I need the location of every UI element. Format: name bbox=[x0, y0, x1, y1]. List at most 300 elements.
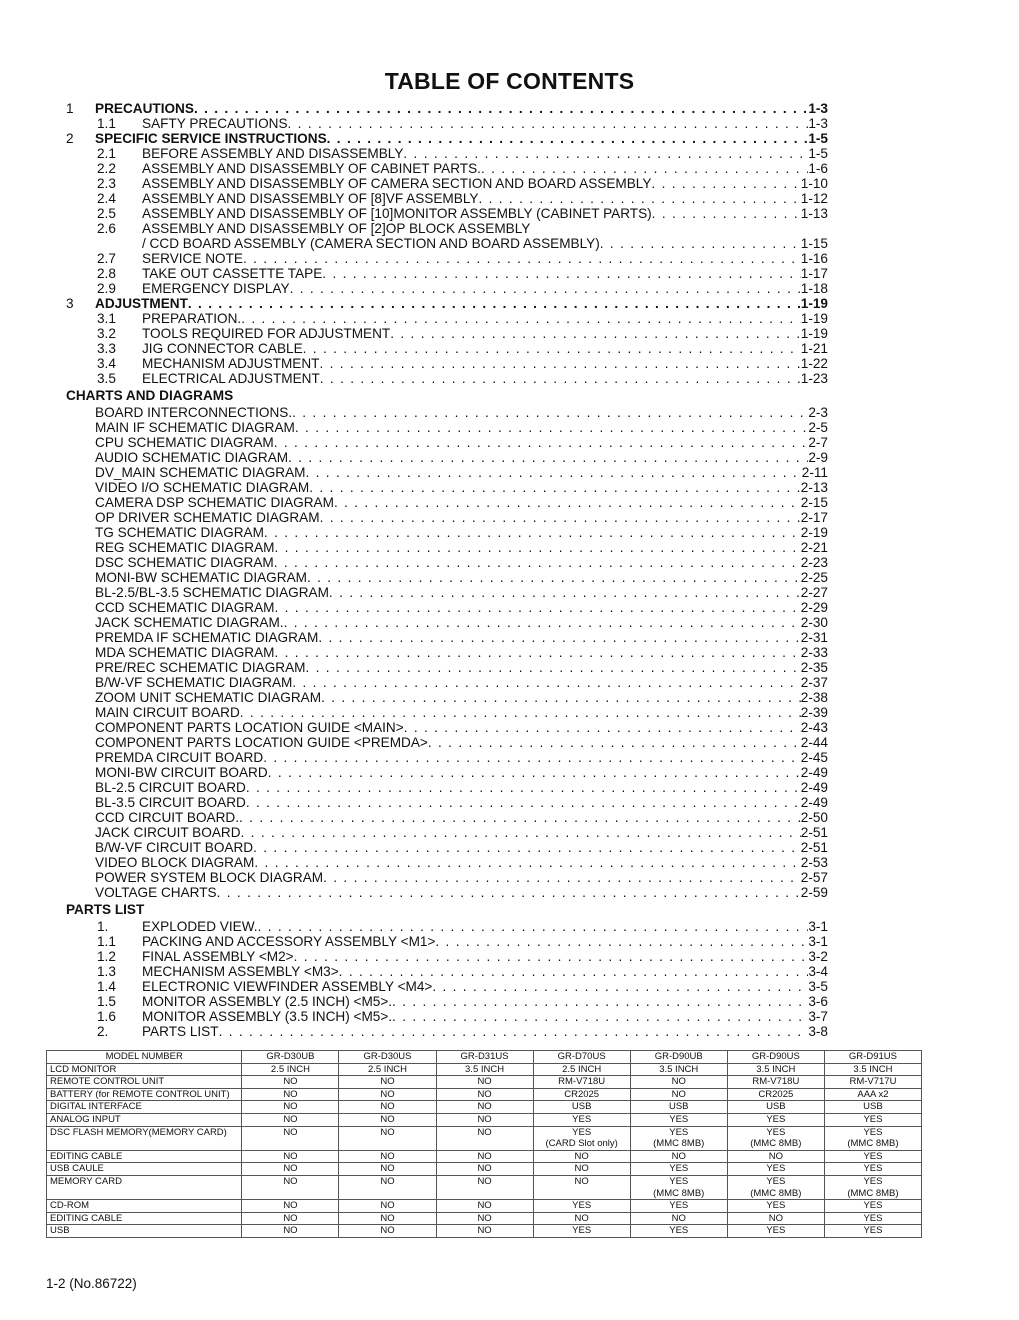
toc-entry-title: EMERGENCY DISPLAY bbox=[142, 281, 290, 296]
table-cell: NO bbox=[630, 1076, 727, 1089]
toc-entry-page: 2-29 bbox=[800, 600, 828, 615]
dot-leader bbox=[294, 949, 809, 964]
toc-entry-page: 2-13 bbox=[800, 480, 828, 495]
toc-entry-title: ELECTRICAL ADJUSTMENT bbox=[142, 371, 320, 386]
toc-entry-title: COMPONENT PARTS LOCATION GUIDE <PREMDA> bbox=[95, 735, 428, 750]
dot-leader bbox=[263, 750, 801, 765]
toc-entry-title: MECHANISM ASSEMBLY <M3> bbox=[142, 964, 339, 979]
toc-entry-title: SPECIFIC SERVICE INSTRUCTIONS bbox=[95, 131, 327, 146]
dot-leader bbox=[478, 191, 800, 206]
toc-entry bbox=[66, 236, 828, 251]
parts-heading: PARTS LIST bbox=[66, 902, 145, 917]
toc-entry-title: JACK CIRCUIT BOARD bbox=[95, 825, 241, 840]
toc-entry-number: 2.2 bbox=[97, 161, 116, 176]
dot-leader bbox=[274, 555, 801, 570]
table-row-label: LCD MONITOR bbox=[47, 1063, 242, 1076]
table-row-label: BATTERY (for REMOTE CONTROL UNIT) bbox=[47, 1088, 242, 1101]
table-cell: NO bbox=[242, 1101, 339, 1114]
toc-entry bbox=[66, 251, 828, 266]
table-cell: NO bbox=[727, 1150, 824, 1163]
dot-leader bbox=[274, 435, 809, 450]
toc-entry-page: 1-23 bbox=[800, 371, 828, 386]
toc-entry-page: 3-5 bbox=[808, 979, 828, 994]
toc-entry-page: 1-12 bbox=[800, 191, 828, 206]
toc-entry-number: 1.3 bbox=[97, 964, 116, 979]
table-cell: 2.5 INCH bbox=[533, 1063, 630, 1076]
toc-entry-page: 2-49 bbox=[800, 795, 828, 810]
table-cell: YES bbox=[824, 1163, 921, 1176]
dot-leader bbox=[194, 101, 808, 116]
toc-entry bbox=[66, 131, 828, 146]
toc-entry-page: 2-3 bbox=[808, 405, 828, 420]
table-cell: GR-D90UB bbox=[630, 1051, 727, 1064]
dot-leader bbox=[275, 600, 801, 615]
toc-entry-title: ASSEMBLY AND DISASSEMBLY OF [2]OP BLOCK ASSEMBLY bbox=[142, 221, 531, 236]
toc-entry-page: 2-53 bbox=[800, 855, 828, 870]
table-header-row bbox=[47, 1051, 922, 1064]
toc-entry bbox=[66, 994, 828, 1009]
dot-leader bbox=[253, 840, 801, 855]
toc-entry bbox=[66, 750, 828, 765]
dot-leader bbox=[428, 735, 801, 750]
table-cell: NO bbox=[339, 1150, 436, 1163]
toc-entry-page: 2-38 bbox=[800, 690, 828, 705]
toc-entry-title: PRECAUTIONS bbox=[95, 101, 194, 116]
toc-entry bbox=[66, 356, 828, 371]
toc-entry-number: 3.4 bbox=[97, 356, 116, 371]
table-cell: NO bbox=[533, 1212, 630, 1225]
table-cell: NO bbox=[339, 1113, 436, 1126]
table-cell: GR-D30UB bbox=[242, 1051, 339, 1064]
toc-entry-title: PREPARATION. bbox=[142, 311, 242, 326]
table-cell: YES (MMC 8MB) bbox=[727, 1175, 824, 1199]
toc-entry-page: 2-33 bbox=[800, 645, 828, 660]
table-cell: 3.5 INCH bbox=[727, 1063, 824, 1076]
table-row bbox=[47, 1063, 922, 1076]
toc-entry-title: TOOLS REQUIRED FOR ADJUSTMENT bbox=[142, 326, 391, 341]
table-cell: NO bbox=[436, 1150, 533, 1163]
table-cell: YES (MMC 8MB) bbox=[630, 1126, 727, 1150]
toc-entry-title: REG SCHEMATIC DIAGRAM bbox=[95, 540, 275, 555]
dot-leader bbox=[432, 979, 808, 994]
toc-entry-title: PRE/REC SCHEMATIC DIAGRAM bbox=[95, 660, 306, 675]
table-row-label: USB CAULE bbox=[47, 1163, 242, 1176]
toc-entry-page: 2-44 bbox=[800, 735, 828, 750]
toc-entry-page: 1-15 bbox=[800, 236, 828, 251]
dot-leader bbox=[322, 266, 800, 281]
table-cell: YES bbox=[727, 1225, 824, 1238]
table-row bbox=[47, 1076, 922, 1089]
toc-entry-page: 2-59 bbox=[800, 885, 828, 900]
table-cell: NO bbox=[630, 1212, 727, 1225]
toc-entry-number: 1.1 bbox=[97, 934, 116, 949]
toc-entry-number: 1.4 bbox=[97, 979, 116, 994]
table-cell: GR-D30US bbox=[339, 1051, 436, 1064]
toc-entry-page: 2-30 bbox=[800, 615, 828, 630]
table-row-label: MODEL NUMBER bbox=[47, 1051, 242, 1064]
toc-entry-page: 2-37 bbox=[800, 675, 828, 690]
toc-entry bbox=[66, 525, 828, 540]
toc-entry-page: 1-18 bbox=[800, 281, 828, 296]
toc-entry-page: 2-49 bbox=[800, 765, 828, 780]
toc-entry-number: 3.1 bbox=[97, 311, 116, 326]
toc-entry-page: 3-8 bbox=[808, 1024, 828, 1039]
toc-entry-title: AUDIO SCHEMATIC DIAGRAM bbox=[95, 450, 289, 465]
table-cell: USB bbox=[630, 1101, 727, 1114]
table-cell: YES (CARD Slot only) bbox=[533, 1126, 630, 1150]
dot-leader bbox=[323, 870, 801, 885]
table-cell: YES bbox=[630, 1225, 727, 1238]
toc-entry-title: MECHANISM ADJUSTMENT bbox=[142, 356, 320, 371]
toc-entry-title: BL-3.5 CIRCUIT BOARD bbox=[95, 795, 246, 810]
dot-leader bbox=[334, 495, 801, 510]
toc-entry bbox=[66, 1009, 828, 1024]
table-cell: GR-D91US bbox=[824, 1051, 921, 1064]
table-cell: NO bbox=[242, 1076, 339, 1089]
toc-entry-title: ASSEMBLY AND DISASSEMBLY OF CABINET PARTS. bbox=[142, 161, 481, 176]
dot-leader bbox=[275, 645, 801, 660]
table-cell: NO bbox=[242, 1175, 339, 1199]
table-row-label: USB bbox=[47, 1225, 242, 1238]
dot-leader bbox=[319, 356, 800, 371]
toc-entry bbox=[66, 1024, 828, 1039]
table-cell: NO bbox=[436, 1163, 533, 1176]
toc-entry-number: 2.5 bbox=[97, 206, 116, 221]
table-row-label: MEMORY CARD bbox=[47, 1175, 242, 1199]
toc-entry bbox=[66, 326, 828, 341]
table-row bbox=[47, 1101, 922, 1114]
table-cell: NO bbox=[339, 1126, 436, 1150]
table-row bbox=[47, 1163, 922, 1176]
dot-leader bbox=[188, 296, 801, 311]
toc-entry-title: MONITOR ASSEMBLY (3.5 INCH) <M5>. bbox=[142, 1009, 393, 1024]
dot-leader bbox=[246, 780, 801, 795]
dot-leader bbox=[284, 615, 801, 630]
toc-entry-title: VIDEO BLOCK DIAGRAM bbox=[95, 855, 255, 870]
table-cell: 3.5 INCH bbox=[436, 1063, 533, 1076]
table-cell: NO bbox=[436, 1101, 533, 1114]
charts-heading: CHARTS AND DIAGRAMS bbox=[66, 388, 234, 403]
table-cell: 3.5 INCH bbox=[824, 1063, 921, 1076]
table-row bbox=[47, 1088, 922, 1101]
table-cell: NO bbox=[436, 1212, 533, 1225]
table-row bbox=[47, 1126, 922, 1150]
toc-entry bbox=[66, 510, 828, 525]
table-cell: CR2025 bbox=[727, 1088, 824, 1101]
table-cell: NO bbox=[436, 1076, 533, 1089]
toc-entry-number: 1. bbox=[97, 919, 109, 934]
toc-entry-title: ZOOM UNIT SCHEMATIC DIAGRAM bbox=[95, 690, 322, 705]
toc-entry-title: ASSEMBLY AND DISASSEMBLY OF [10]MONITOR ASSEMBLY (CABINET PARTS) bbox=[142, 206, 652, 221]
toc-entry-title: PACKING AND ACCESSORY ASSEMBLY <M1> bbox=[142, 934, 436, 949]
toc-entry-title: ASSEMBLY AND DISASSEMBLY OF [8]VF ASSEMBLY bbox=[142, 191, 479, 206]
dot-leader bbox=[320, 510, 801, 525]
toc-entry-number: 2.9 bbox=[97, 281, 116, 296]
toc-entry bbox=[66, 161, 828, 176]
table-cell: NO bbox=[630, 1088, 727, 1101]
toc-entry-page: 1-19 bbox=[800, 326, 828, 341]
table-cell: NO bbox=[242, 1163, 339, 1176]
toc-entry-title: VIDEO I/O SCHEMATIC DIAGRAM bbox=[95, 480, 310, 495]
table-cell: YES bbox=[630, 1113, 727, 1126]
table-cell: YES bbox=[824, 1150, 921, 1163]
toc-entry-page: 2-9 bbox=[808, 450, 828, 465]
table-cell: YES bbox=[727, 1200, 824, 1213]
toc-entry-title: BL-2.5 CIRCUIT BOARD bbox=[95, 780, 246, 795]
dot-leader bbox=[239, 810, 801, 825]
toc-entry-page: 2-5 bbox=[808, 420, 828, 435]
toc-entry-page: 1-10 bbox=[800, 176, 828, 191]
toc-entry-page: 2-19 bbox=[800, 525, 828, 540]
table-cell: YES (MMC 8MB) bbox=[630, 1175, 727, 1199]
toc-entry bbox=[66, 221, 828, 236]
dot-leader bbox=[305, 465, 801, 480]
toc-entry-title: FINAL ASSEMBLY <M2> bbox=[142, 949, 294, 964]
toc-entry bbox=[66, 555, 828, 570]
dot-leader bbox=[318, 630, 800, 645]
toc-entry bbox=[66, 176, 828, 191]
toc-entry-title: POWER SYSTEM BLOCK DIAGRAM bbox=[95, 870, 324, 885]
dot-leader bbox=[392, 994, 808, 1009]
toc-entry-page: 2-23 bbox=[800, 555, 828, 570]
dot-leader bbox=[288, 450, 808, 465]
toc-entry-page: 2-31 bbox=[800, 630, 828, 645]
dot-leader bbox=[329, 585, 801, 600]
toc-entry bbox=[66, 341, 828, 356]
dot-leader bbox=[327, 131, 809, 146]
toc-entry-title: CPU SCHEMATIC DIAGRAM bbox=[95, 435, 274, 450]
toc-entry-title: CCD CIRCUIT BOARD. bbox=[95, 810, 240, 825]
toc-entry-title: PREMDA CIRCUIT BOARD bbox=[95, 750, 264, 765]
table-cell: GR-D70US bbox=[533, 1051, 630, 1064]
toc-entry-page: 2-11 bbox=[801, 465, 828, 480]
table-cell: NO bbox=[242, 1150, 339, 1163]
toc-entry bbox=[66, 919, 828, 934]
table-cell: NO bbox=[436, 1175, 533, 1199]
table-cell: NO bbox=[339, 1163, 436, 1176]
dot-leader bbox=[404, 720, 801, 735]
table-row bbox=[47, 1200, 922, 1213]
toc-entry-number: 3.2 bbox=[97, 326, 116, 341]
toc-entry bbox=[66, 465, 828, 480]
table-cell: RM-V717U bbox=[824, 1076, 921, 1089]
dot-leader bbox=[290, 281, 801, 296]
toc-entry-title: BEFORE ASSEMBLY AND DISASSEMBLY bbox=[142, 146, 404, 161]
toc-entry bbox=[66, 600, 828, 615]
page-title: TABLE OF CONTENTS bbox=[384, 68, 635, 94]
toc-entry-title: MDA SCHEMATIC DIAGRAM bbox=[95, 645, 275, 660]
toc-entry-title: BOARD INTERCONNECTIONS. bbox=[95, 405, 293, 420]
table-cell: NO bbox=[630, 1150, 727, 1163]
toc-entry-page: 2-57 bbox=[800, 870, 828, 885]
table-row-label: EDITING CABLE bbox=[47, 1150, 242, 1163]
toc-entry-number: 1.1 bbox=[97, 116, 116, 131]
toc-entry-page: 2-7 bbox=[808, 435, 828, 450]
toc-entry bbox=[66, 420, 828, 435]
toc-entry-title: SAFTY PRECAUTIONS bbox=[142, 116, 288, 131]
toc-entry-page: 1-22 bbox=[800, 356, 828, 371]
table-cell: YES bbox=[824, 1113, 921, 1126]
dot-leader bbox=[241, 311, 801, 326]
table-cell: NO bbox=[339, 1101, 436, 1114]
toc-entry bbox=[66, 855, 828, 870]
dot-leader bbox=[309, 480, 801, 495]
toc-entry-title: EXPLODED VIEW. bbox=[142, 919, 258, 934]
toc-entry-number: 2 bbox=[66, 131, 74, 146]
table-cell: NO bbox=[339, 1076, 436, 1089]
table-of-contents bbox=[66, 101, 828, 1039]
table-cell: NO bbox=[242, 1126, 339, 1150]
toc-entry-title: TG SCHEMATIC DIAGRAM bbox=[95, 525, 264, 540]
toc-entry bbox=[66, 311, 828, 326]
toc-entry-page: 2-25 bbox=[800, 570, 828, 585]
toc-entry-page: 1-19 bbox=[800, 311, 828, 326]
toc-entry-title: MAIN CIRCUIT BOARD bbox=[95, 705, 240, 720]
toc-entry-title: MONITOR ASSEMBLY (2.5 INCH) <M5>. bbox=[142, 994, 393, 1009]
toc-entry bbox=[66, 645, 828, 660]
table-cell: NO bbox=[339, 1088, 436, 1101]
toc-entry bbox=[66, 281, 828, 296]
toc-entry-page: 1-19 bbox=[800, 296, 828, 311]
toc-entry bbox=[66, 450, 828, 465]
table-row bbox=[47, 1225, 922, 1238]
toc-entry bbox=[66, 435, 828, 450]
toc-parts bbox=[66, 919, 828, 1039]
table-cell: USB bbox=[533, 1101, 630, 1114]
toc-entry-number: 3.5 bbox=[97, 371, 116, 386]
table-cell: NO bbox=[436, 1088, 533, 1101]
model-comparison-table bbox=[46, 1050, 922, 1238]
dot-leader bbox=[292, 675, 800, 690]
table-cell: NO bbox=[339, 1225, 436, 1238]
toc-entry-page: 2-35 bbox=[800, 660, 828, 675]
toc-entry-page: 2-17 bbox=[800, 510, 828, 525]
table-cell: USB bbox=[727, 1101, 824, 1114]
dot-leader bbox=[403, 146, 808, 161]
dot-leader bbox=[295, 420, 808, 435]
table-cell: AAA x2 bbox=[824, 1088, 921, 1101]
toc-entry-page: 1-3 bbox=[808, 116, 828, 131]
toc-entry-page: 3-7 bbox=[808, 1009, 828, 1024]
toc-entry bbox=[66, 116, 828, 131]
toc-entry-page: 1-5 bbox=[808, 146, 828, 161]
toc-entry bbox=[66, 705, 828, 720]
toc-entry-page: 1-16 bbox=[800, 251, 828, 266]
toc-entry-page: 2-51 bbox=[800, 825, 828, 840]
dot-leader bbox=[219, 1024, 809, 1039]
toc-entry bbox=[66, 405, 828, 420]
toc-entry-number: 2. bbox=[97, 1024, 109, 1039]
table-row-label: DSC FLASH MEMORY(MEMORY CARD) bbox=[47, 1126, 242, 1150]
table-cell: NO bbox=[339, 1200, 436, 1213]
table-cell: YES bbox=[533, 1225, 630, 1238]
dot-leader bbox=[339, 964, 809, 979]
toc-entry-title: DSC SCHEMATIC DIAGRAM bbox=[95, 555, 274, 570]
toc-entry-title: CCD SCHEMATIC DIAGRAM bbox=[95, 600, 275, 615]
dot-leader bbox=[275, 540, 801, 555]
table-cell: NO bbox=[242, 1088, 339, 1101]
toc-entry-number: 2.6 bbox=[97, 221, 116, 236]
toc-entry-page: 2-49 bbox=[800, 780, 828, 795]
table-cell: YES bbox=[533, 1200, 630, 1213]
toc-entry-page: 2-43 bbox=[800, 720, 828, 735]
toc-entry-title: OP DRIVER SCHEMATIC DIAGRAM bbox=[95, 510, 320, 525]
toc-entry bbox=[66, 885, 828, 900]
toc-entry-title: MONI-BW SCHEMATIC DIAGRAM bbox=[95, 570, 307, 585]
table-row-label: EDITING CABLE bbox=[47, 1212, 242, 1225]
table-cell: NO bbox=[242, 1113, 339, 1126]
toc-entry bbox=[66, 480, 828, 495]
table-cell: YES bbox=[824, 1225, 921, 1238]
dot-leader bbox=[320, 371, 801, 386]
toc-entry-number: 1.2 bbox=[97, 949, 116, 964]
toc-entry bbox=[66, 795, 828, 810]
table-cell: YES bbox=[630, 1163, 727, 1176]
table-cell: NO bbox=[533, 1150, 630, 1163]
toc-entry bbox=[66, 660, 828, 675]
toc-entry-page: 1-6 bbox=[808, 161, 828, 176]
toc-entry bbox=[66, 979, 828, 994]
dot-leader bbox=[392, 1009, 808, 1024]
toc-entry-number: 1.6 bbox=[97, 1009, 116, 1024]
toc-entry-title: SERVICE NOTE bbox=[142, 251, 243, 266]
dot-leader bbox=[254, 855, 800, 870]
toc-entry-page: 3-2 bbox=[808, 949, 828, 964]
toc-entry bbox=[66, 675, 828, 690]
toc-entry-title: ASSEMBLY AND DISASSEMBLY OF CAMERA SECTION AND BOARD ASSEMBLY bbox=[142, 176, 652, 191]
table-cell: YES bbox=[533, 1113, 630, 1126]
dot-leader bbox=[303, 341, 801, 356]
table-row-label: REMOTE CONTROL UNIT bbox=[47, 1076, 242, 1089]
dot-leader bbox=[240, 705, 801, 720]
table-row bbox=[47, 1150, 922, 1163]
table-cell: 2.5 INCH bbox=[242, 1063, 339, 1076]
table-cell: NO bbox=[242, 1225, 339, 1238]
dot-leader bbox=[321, 690, 801, 705]
dot-leader bbox=[217, 885, 801, 900]
table-cell: NO bbox=[436, 1225, 533, 1238]
table-cell: YES (MMC 8MB) bbox=[824, 1175, 921, 1199]
table-row-label: CD-ROM bbox=[47, 1200, 242, 1213]
table-cell: NO bbox=[533, 1163, 630, 1176]
dot-leader bbox=[241, 825, 801, 840]
toc-entry bbox=[66, 495, 828, 510]
toc-entry-title: ADJUSTMENT bbox=[95, 296, 188, 311]
toc-entry-title: MONI-BW CIRCUIT BOARD bbox=[95, 765, 268, 780]
table-cell: RM-V718U bbox=[727, 1076, 824, 1089]
toc-entry bbox=[66, 146, 828, 161]
dot-leader bbox=[264, 525, 801, 540]
dot-leader bbox=[288, 116, 809, 131]
toc-entry-page: 2-45 bbox=[800, 750, 828, 765]
dot-leader bbox=[246, 795, 801, 810]
toc-entry-page: 3-1 bbox=[808, 919, 828, 934]
toc-entry-page: 2-27 bbox=[800, 585, 828, 600]
table-cell: CR2025 bbox=[533, 1088, 630, 1101]
table-cell: YES bbox=[630, 1200, 727, 1213]
toc-entry bbox=[66, 780, 828, 795]
toc-entry bbox=[66, 266, 828, 281]
toc-entry-number: 1 bbox=[66, 101, 74, 116]
toc-entry bbox=[66, 735, 828, 750]
toc-entry bbox=[66, 191, 828, 206]
toc-entry-number: 2.8 bbox=[97, 266, 116, 281]
toc-entry-page: 1-17 bbox=[800, 266, 828, 281]
table-cell: 2.5 INCH bbox=[339, 1063, 436, 1076]
toc-entry bbox=[66, 810, 828, 825]
toc-entry-title: CAMERA DSP SCHEMATIC DIAGRAM bbox=[95, 495, 334, 510]
dot-leader bbox=[307, 570, 801, 585]
